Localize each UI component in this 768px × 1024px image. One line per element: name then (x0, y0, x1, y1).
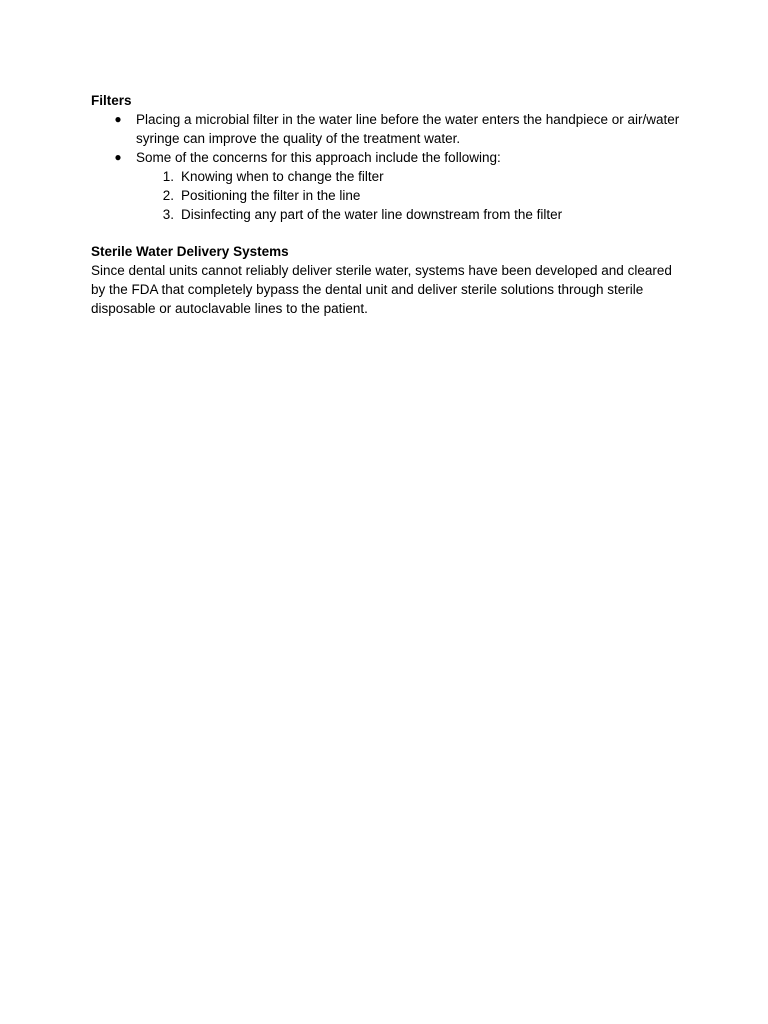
list-number: 3. (162, 207, 174, 222)
list-item-text: Disinfecting any part of the water line downstream from the filter (181, 207, 563, 222)
list-number: 2. (162, 188, 174, 203)
section-spacer (91, 224, 681, 242)
bullet-text: Some of the concerns for this approach include the following: (136, 150, 501, 165)
document-content (91, 91, 681, 318)
filters-bullet-list (91, 110, 681, 224)
list-item (91, 110, 681, 148)
concerns-numbered-list (136, 167, 681, 224)
list-item-text: Positioning the filter in the line (181, 188, 361, 203)
list-item (91, 205, 681, 224)
list-item (91, 167, 681, 186)
bullet-text: Placing a microbial filter in the water line before the water enters the handpiece or air/water syringe can improve the quality of the treatment water. (136, 112, 680, 146)
list-item (91, 148, 681, 224)
list-item-text: Knowing when to change the filter (181, 169, 384, 184)
filters-heading: Filters (91, 93, 132, 108)
list-number: 1. (162, 169, 174, 184)
bullet-icon: ● (114, 150, 122, 164)
sterile-heading: Sterile Water Delivery Systems (91, 244, 289, 259)
sterile-paragraph: Since dental units cannot reliably deliver sterile water, systems have been developed and cleared by the FDA that completely bypass the dental unit and deliver sterile solutions through sterile disposable or autoclavable lines to the patient. (91, 263, 672, 316)
bullet-icon: ● (114, 112, 122, 126)
list-item (91, 186, 681, 205)
